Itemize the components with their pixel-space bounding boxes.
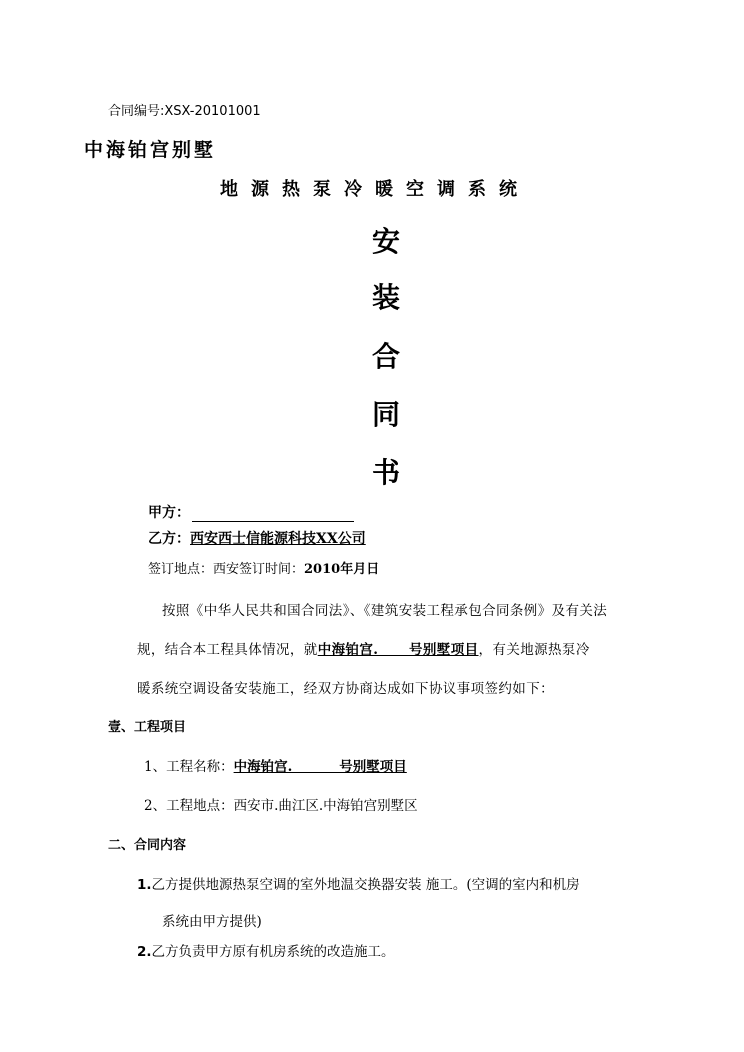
section-1-item-1 xyxy=(144,755,407,775)
system-title: 地源热泵冷暖空调系统 xyxy=(220,179,530,200)
intro-line-2-pre: 规，结合本工程具体情况，就 xyxy=(137,642,318,658)
signing-info xyxy=(148,558,379,577)
party-a-blank-line xyxy=(192,507,354,522)
item-1-number: 1. xyxy=(137,877,152,893)
section-1-title: 壹、工程项目 xyxy=(108,720,187,735)
project-name: 中海铂宫别墅 xyxy=(84,139,217,161)
title-char-2: 装 xyxy=(372,281,401,314)
party-b-value: 西安西士信能源科技XX公司 xyxy=(190,531,366,547)
section-2-item-1-cont: 系统由甲方提供) xyxy=(162,914,262,930)
intro-line-2 xyxy=(137,638,590,658)
intro-line-3: 暖系统空调设备安装施工，经双方协商达成如下协议事项签约如下： xyxy=(137,681,554,697)
title-char-3: 合 xyxy=(372,340,401,373)
party-b-label: 乙方： xyxy=(148,531,190,547)
title-char-1: 安 xyxy=(372,225,401,258)
signing-place: 签订地点：西安签订时间： xyxy=(148,562,305,577)
item-1-text: 乙方提供地源热泵空调的室外地温交换器安装 施工。(空调的室内和机房 xyxy=(151,877,580,893)
signing-date: 2010年月日 xyxy=(304,562,380,577)
section-2-title: 二、合同内容 xyxy=(108,838,187,853)
item-1-label: 1、工程名称： xyxy=(144,759,234,775)
section-2-item-2 xyxy=(137,940,395,960)
party-a xyxy=(148,502,354,522)
contract-number: 合同编号:XSX-20101001 xyxy=(108,104,261,119)
item-2-number: 2. xyxy=(137,944,152,960)
intro-line-2-post: ，有关地源热泵冷 xyxy=(478,642,590,658)
title-char-4: 同 xyxy=(372,398,401,431)
item-2-text: 乙方负责甲方原有机房系统的改造施工。 xyxy=(151,944,395,960)
section-2-item-1 xyxy=(137,873,580,893)
intro-project-ref: 中海铂宫. 号别墅项目 xyxy=(317,642,479,658)
party-b xyxy=(148,528,366,548)
party-a-label: 甲方： xyxy=(148,505,190,521)
item-1-value: 中海铂宫. 号别墅项目 xyxy=(233,759,407,775)
section-1-item-2: 2、工程地点：西安市.曲江区.中海铂宫别墅区 xyxy=(144,798,418,814)
intro-line-1: 按照《中华人民共和国合同法》、《建筑安装工程承包合同条例》及有关法 xyxy=(162,603,608,619)
title-char-5: 书 xyxy=(372,456,401,489)
